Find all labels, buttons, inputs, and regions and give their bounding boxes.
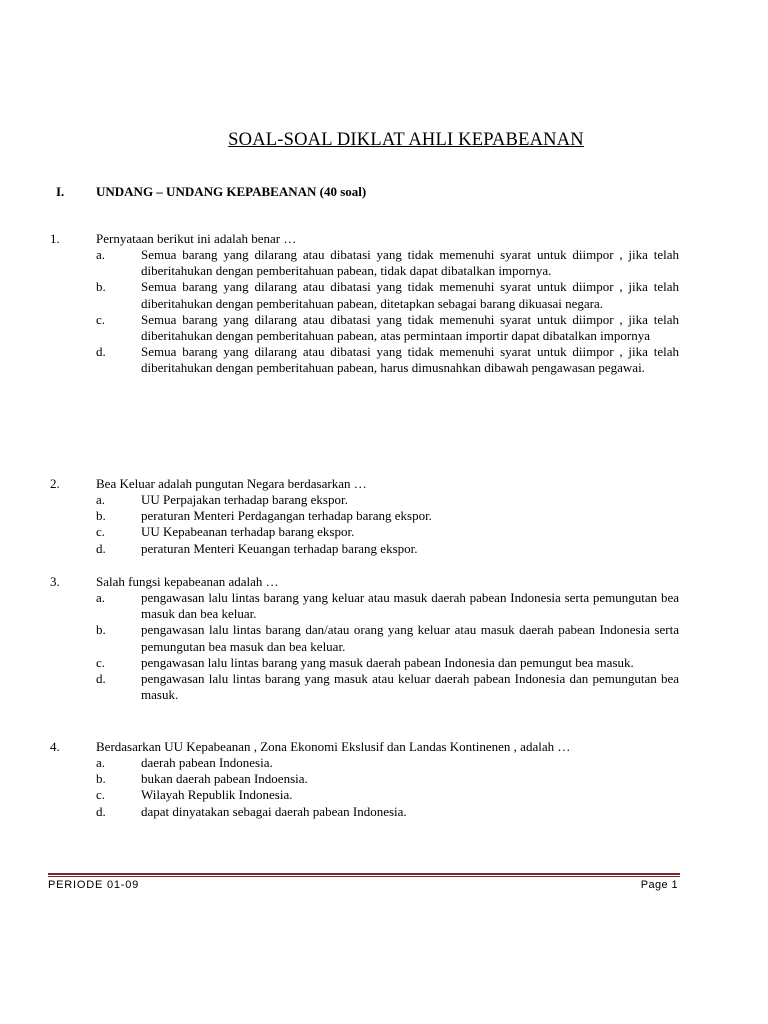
option-letter: c. <box>96 524 106 540</box>
option-letter: c. <box>96 654 106 670</box>
question-text: Salah fungsi kepabeanan adalah … <box>96 574 279 589</box>
option-text: peraturan Menteri Perdagangan terhadap barang ekspor. <box>141 508 432 524</box>
option-letter: d. <box>96 671 106 687</box>
option-text: pengawasan lalu lintas barang yang masuk daerah pabean Indonesia dan pemungut bea masuk. <box>141 654 634 670</box>
option-b <box>0 279 768 311</box>
option-letter: b. <box>96 771 106 787</box>
option-b <box>0 622 768 654</box>
option-list <box>0 590 768 703</box>
option-text: peraturan Menteri Keuangan terhadap barang ekspor. <box>141 540 418 556</box>
option-text: pengawasan lalu lintas barang dan/atau orang yang keluar atau masuk daerah pabean Indonesia serta pemungutan bea masuk dan bea keluar. <box>141 622 679 654</box>
option-text: Semua barang yang dilarang atau dibatasi yang tidak memenuhi syarat untuk diimpor , jika telah diberitahukan dengan pemberitahuan pabean, tidak dapat dibatalkan impornya. <box>141 247 679 279</box>
page-title: SOAL-SOAL DIKLAT AHLI KEPABEANAN <box>228 130 584 150</box>
option-list <box>0 755 768 820</box>
question-number: 2. <box>50 476 60 491</box>
option-text: bukan daerah pabean Indoensia. <box>141 771 308 787</box>
option-letter: a. <box>96 247 106 262</box>
option-c <box>0 655 768 671</box>
option-text: Semua barang yang dilarang atau dibatasi yang tidak memenuhi syarat untuk diimpor , jika telah diberitahukan dengan pemberitahuan pabean, atas permintaan importir dapat dibatalkan impornya <box>141 311 679 344</box>
question-text: Berdasarkan UU Kepabeanan , Zona Ekonomi Ekslusif dan Landas Kontinenen , adalah … <box>96 739 571 754</box>
question-number: 1. <box>50 231 60 246</box>
option-b <box>0 508 768 524</box>
option-text: daerah pabean Indonesia. <box>141 755 273 770</box>
option-letter: a. <box>96 755 106 770</box>
footer-period: PERIODE 01-09 <box>48 879 140 891</box>
question-text: Pernyataan berikut ini adalah benar … <box>96 231 297 246</box>
option-b <box>0 771 768 787</box>
option-text: dapat dinyatakan sebagai daerah pabean Indonesia. <box>141 803 407 819</box>
option-text: pengawasan lalu lintas barang yang masuk atau keluar daerah pabean Indonesia dan pemungutan bea masuk. <box>141 671 679 703</box>
option-text: Semua barang yang dilarang atau dibatasi yang tidak memenuhi syarat untuk diimpor , jika telah diberitahukan dengan pemberitahuan pabean, ditetapkan sebagai barang dikuasai negara. <box>141 279 679 311</box>
option-c <box>0 787 768 803</box>
section-number: I. <box>56 184 65 199</box>
option-d <box>0 804 768 820</box>
option-letter: d. <box>96 803 106 819</box>
option-letter: a. <box>96 492 106 507</box>
option-d <box>0 541 768 557</box>
option-text: Wilayah Republik Indonesia. <box>141 787 293 803</box>
option-letter: d. <box>96 540 106 556</box>
option-text: UU Kepabeanan terhadap barang ekspor. <box>141 524 355 540</box>
option-c <box>0 524 768 540</box>
option-letter: b. <box>96 622 106 638</box>
option-d <box>0 344 768 376</box>
option-letter: c. <box>96 787 106 803</box>
option-letter: c. <box>96 311 106 327</box>
option-a <box>0 492 768 508</box>
question-text: Bea Keluar adalah pungutan Negara berdasarkan … <box>96 476 367 491</box>
section-title: UNDANG – UNDANG KEPABEANAN (40 soal) <box>96 184 367 199</box>
option-list <box>0 492 768 557</box>
option-letter: d. <box>96 344 106 360</box>
question-number: 3. <box>50 574 60 589</box>
option-text: pengawasan lalu lintas barang yang keluar atau masuk daerah pabean Indonesia serta pemungutan bea masuk dan bea keluar. <box>141 590 679 622</box>
footer-divider <box>48 873 680 877</box>
option-d <box>0 671 768 703</box>
option-letter: a. <box>96 590 106 605</box>
option-a <box>0 247 768 279</box>
option-a <box>0 590 768 622</box>
option-letter: b. <box>96 279 106 295</box>
option-text: Semua barang yang dilarang atau dibatasi yang tidak memenuhi syarat untuk diimpor , jika telah diberitahukan dengan pemberitahuan pabean, harus dimusnahkan dibawah pengawasan pegawai. <box>141 344 679 376</box>
question-number: 4. <box>50 739 60 754</box>
option-text: UU Perpajakan terhadap barang ekspor. <box>141 492 348 507</box>
option-letter: b. <box>96 508 106 524</box>
footer-page-number: Page 1 <box>640 879 678 891</box>
option-c <box>0 312 768 344</box>
option-list <box>0 247 768 377</box>
option-a <box>0 755 768 771</box>
